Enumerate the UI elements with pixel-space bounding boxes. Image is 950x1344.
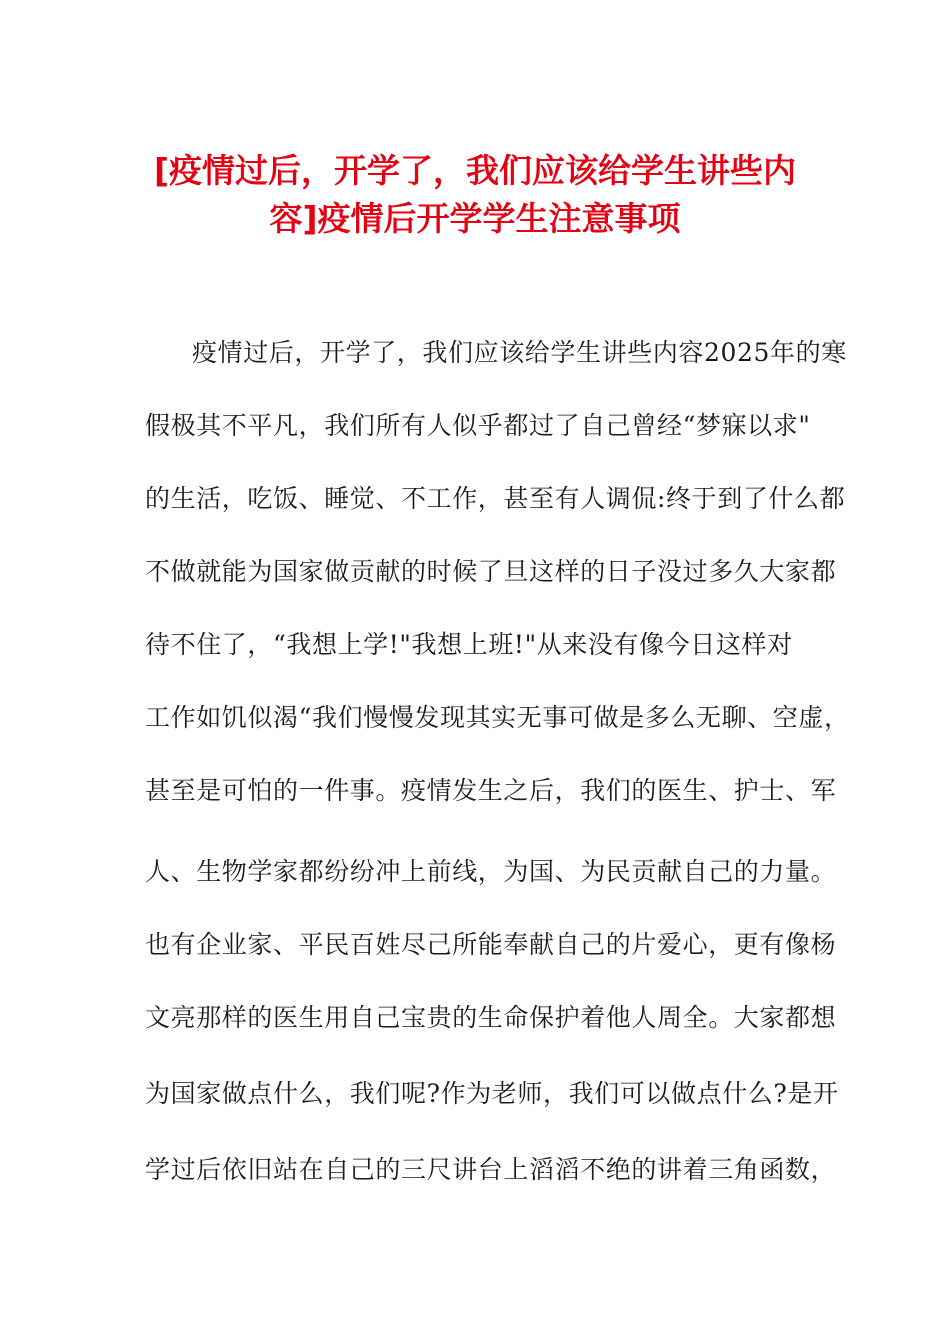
body-line-11: 为国家做点什么，我们呢?作为老师，我们可以做点什么?是开 — [145, 1079, 839, 1108]
body-line-9: 也有企业家、平民百姓尽己所能奉献自己的片爱心，更有像杨 — [145, 930, 837, 959]
body-line-1: 疫情过后，开学了，我们应该给学生讲些内容2025年的寒 — [192, 338, 847, 367]
body-line-5: 待不住了，“我想上学!"我想上班!"从来没有像今日这样对 — [145, 630, 793, 659]
body-line-10: 文亮那样的医生用自己宝贵的生命保护着他人周全。大家都想 — [145, 1003, 837, 1032]
body-line-12: 学过后依旧站在自己的三尺讲台上滔滔不绝的讲着三角函数， — [145, 1155, 837, 1184]
document-title-line-2: 容]疫情后开学学生注意事项 — [269, 199, 681, 238]
body-line-3: 的生活，吃饭、睡觉、不工作，甚至有人调侃:终于到了什么都 — [145, 484, 846, 513]
body-line-2: 假极其不平凡，我们所有人似乎都过了自己曾经“梦寐以求" — [145, 411, 811, 440]
body-line-4: 不做就能为国家做贡献的时候了旦这样的日子没过多久大家都 — [145, 557, 837, 586]
body-line-8: 人、生物学家都纷纷冲上前线，为国、为民贡献自己的力量。 — [145, 857, 837, 886]
document-title-line-1: [疫情过后，开学了，我们应该给学生讲些内 — [153, 151, 797, 190]
body-line-6: 工作如饥似渴“我们慢慢发现其实无事可做是多么无聊、空虚， — [145, 703, 850, 732]
body-line-7: 甚至是可怕的一件事。疫情发生之后，我们的医生、护士、军 — [145, 776, 837, 805]
